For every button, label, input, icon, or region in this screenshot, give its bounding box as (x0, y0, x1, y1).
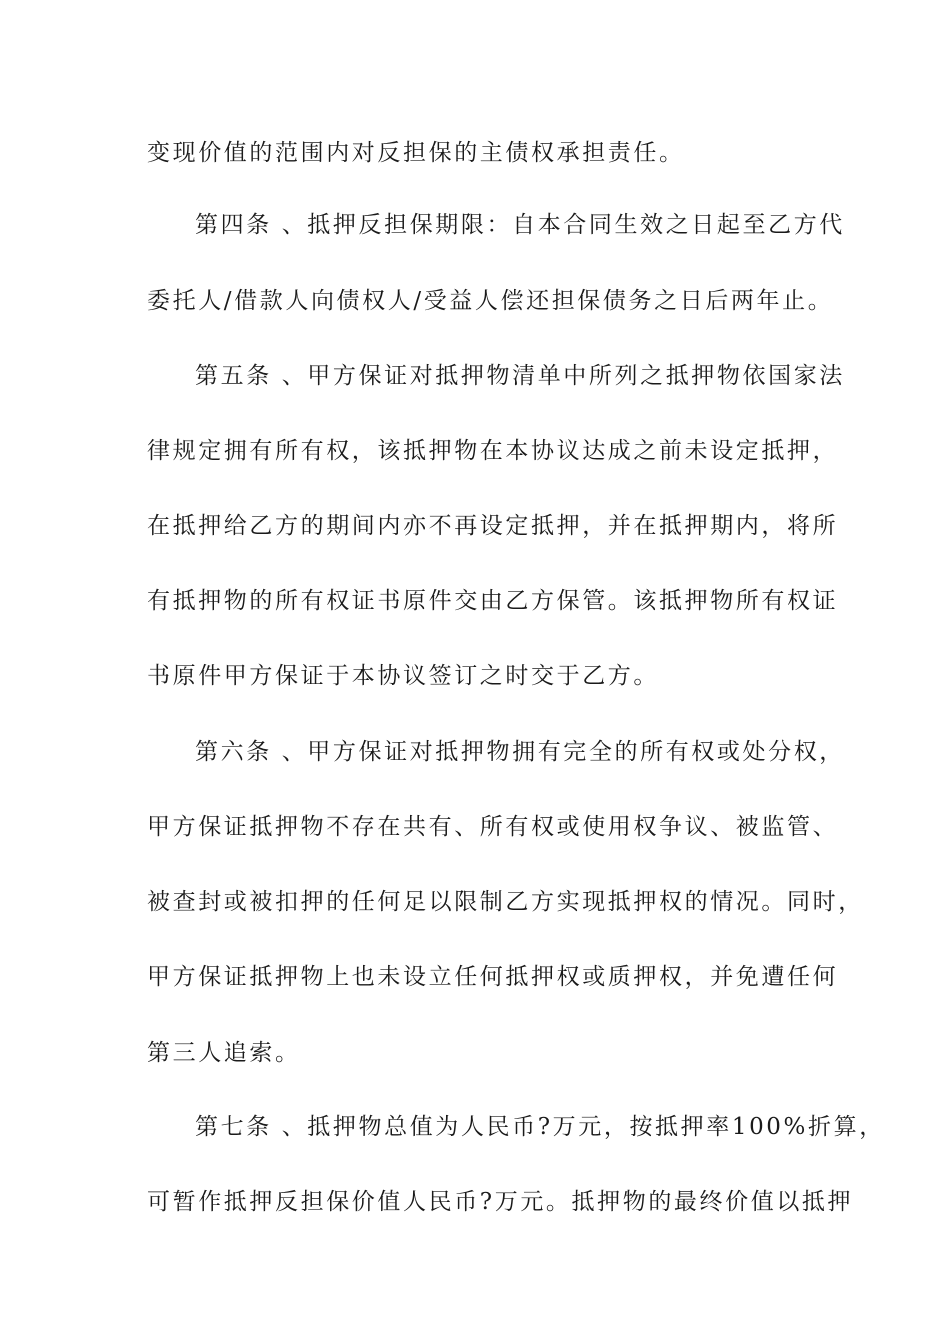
paragraph-line: 甲方保证抵押物上也未设立任何抵押权或质押权，并免遭任何 (147, 964, 839, 990)
paragraph-line: 变现价值的范围内对反担保的主债权承担责任。 (147, 140, 685, 166)
article-7-heading-line: 第七条 、抵押物总值为人民币?万元，按抵押率100%折算， (195, 1114, 885, 1140)
article-6-heading-line: 第六条 、甲方保证对抵押物拥有完全的所有权或处分权， (195, 739, 845, 765)
article-5-heading-line: 第五条 、甲方保证对抵押物清单中所列之抵押物依国家法 (195, 363, 845, 389)
paragraph-line: 第三人追索。 (147, 1040, 301, 1066)
paragraph-line: 在抵押给乙方的期间内亦不再设定抵押，并在抵押期内，将所 (147, 513, 839, 539)
paragraph-line: 甲方保证抵押物不存在共有、所有权或使用权争议、被监管、 (147, 814, 839, 840)
paragraph-line: 律规定拥有所有权，该抵押物在本协议达成之前未设定抵押， (147, 438, 839, 464)
paragraph-line: 有抵押物的所有权证书原件交由乙方保管。该抵押物所有权证 (147, 588, 839, 614)
paragraph-line: 可暂作抵押反担保价值人民币?万元。抵押物的最终价值以抵押 (147, 1189, 854, 1215)
paragraph-line: 书原件甲方保证于本协议签订之时交于乙方。 (147, 663, 659, 689)
article-4-heading-line: 第四条 、抵押反担保期限：自本合同生效之日起至乙方代 (195, 212, 845, 238)
paragraph-line: 委托人/借款人向债权人/受益人偿还担保债务之日后两年止。 (147, 288, 834, 314)
paragraph-line: 被查封或被扣押的任何足以限制乙方实现抵押权的情况。同时， (147, 889, 864, 915)
